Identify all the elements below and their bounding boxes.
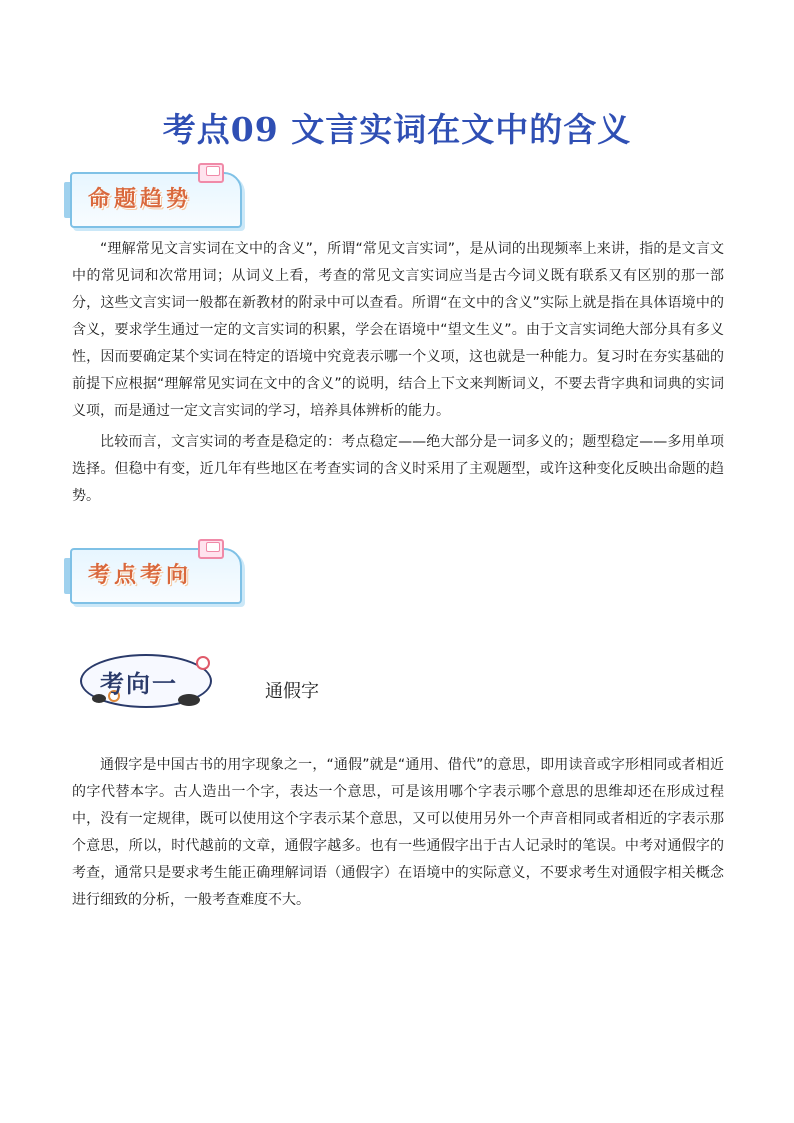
direction-badge [78, 650, 214, 708]
direction-paragraph: 通假字是中国古书的用字现象之一，“通假”就是“通用、借代”的意思，即用读音或字形相同或者相近的字代替本字。古人造出一个字，表达一个意思，可是该用哪个字表示哪个意思的思维却还在形成过程中，没有一定规律，既可以使用这个字表示某个意思，又可以使用另外一个声音相同或者相近的字表示那个意思，所以，时代越前的文章，通假字越多。也有一些通假字出于古人记录时的笔误。中考对通假字的考查，通常只是要求考生能正确理解词语（通假字）在语境中的实际意义，不要求考生对通假字相关概念进行细致的分析，一般考查难度不大。 [72, 757, 724, 908]
paper-clip-inner [206, 166, 220, 176]
direction-heading: 通假字 [265, 681, 319, 702]
badge-label: 考向一 [100, 669, 178, 698]
ink-blot-icon [178, 694, 200, 706]
trend-paragraph-1: “理解常见文言实词在文中的含义”，所谓“常见文言实词”，是从词的出现频率上来讲，指的是文言文中的常见词和次常用词；从词义上看，考查的常见文言实词应当是古今词义既有联系又有区别的那一部分，这些文言实词一般都在新教材的附录中可以查看。所谓“在文中的含义”实际上就是指在具体语境中的含义，要求学生通过一定的文言实词的积累，学会在语境中“望文生义”。由于文言实词绝大部分具有多义性，因而要确定某个实词在特定的语境中究竟表示哪一个义项，这也就是一种能力。复习时在夯实基础的前提下应根据“理解常见实词在文中的含义”的说明，结合上下文来判断词义，不要去背字典和词典的实词义项，而是通过一定文言实词的学习，培养具体辨析的能力。 [72, 241, 724, 419]
page-title: 考点09 文言实词在文中的含义 [162, 110, 632, 149]
section-banner-trend [70, 172, 240, 228]
section-title-direction: 考点考向 [88, 563, 193, 588]
section-banner-direction [70, 548, 240, 604]
paper-clip-inner [206, 542, 220, 552]
ring-decoration-icon [196, 656, 210, 670]
trend-paragraph-2: 比较而言，文言实词的考查是稳定的：考点稳定——绝大部分是一词多义的；题型稳定——多用单项选择。但稳中有变，近几年有些地区在考查实词的含义时采用了主观题型，或许这种变化反映出命题的趋势。 [72, 434, 724, 504]
section-title-trend: 命题趋势 [88, 187, 193, 212]
